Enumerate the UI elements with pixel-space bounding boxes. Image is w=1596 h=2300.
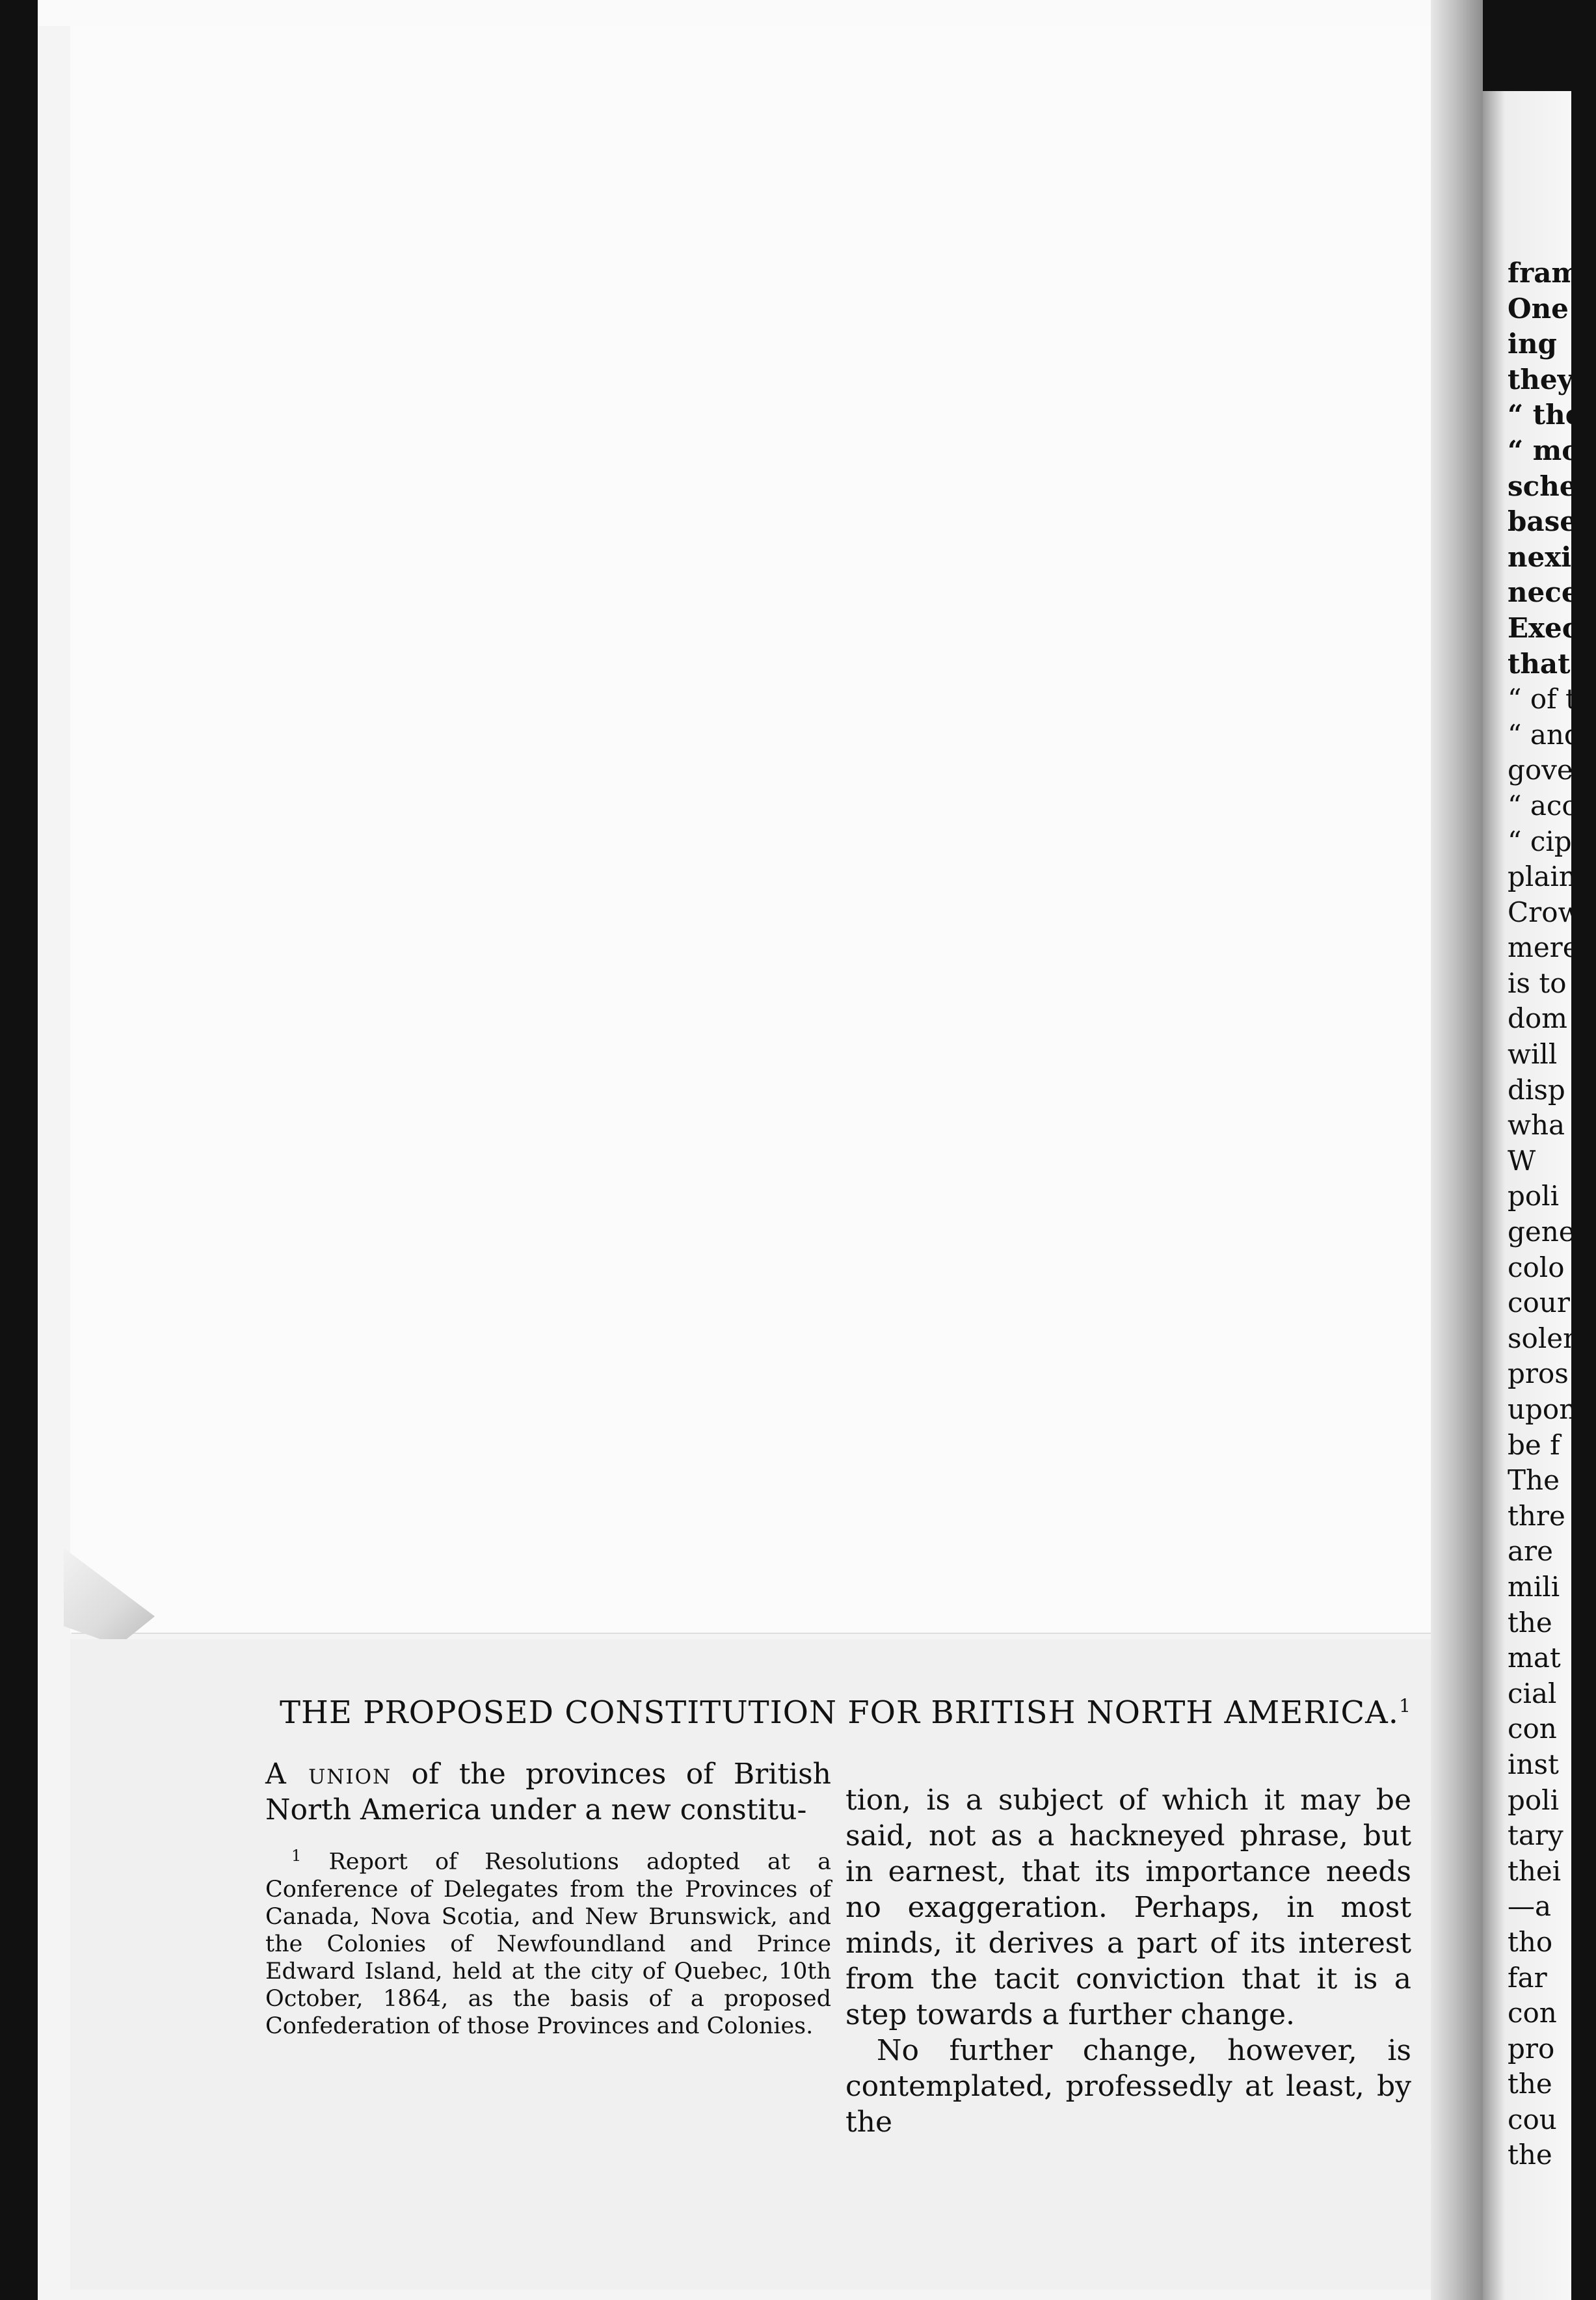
facing-page-line: are xyxy=(1508,1535,1553,1568)
facing-page-line: mili xyxy=(1508,1570,1560,1603)
facing-page-line: disp xyxy=(1508,1073,1565,1106)
facing-page-line: —a xyxy=(1508,1890,1552,1923)
article-title xyxy=(280,1694,1411,1731)
footnote-marker: 1 xyxy=(291,1847,302,1865)
facing-page-line: tary xyxy=(1508,1819,1563,1852)
opening-small-caps: A union xyxy=(265,1758,392,1791)
paragraph-second: No further change, however, is contemplated, professedly at least, by the xyxy=(845,2034,1411,2139)
facing-page-line: nexic xyxy=(1508,541,1588,573)
blank-page-area xyxy=(70,26,1436,1633)
facing-page-line: thei xyxy=(1508,1854,1562,1887)
facing-page-line: poli xyxy=(1508,1784,1560,1816)
page-top-margin xyxy=(38,0,1462,26)
facing-page-line: con xyxy=(1508,1997,1557,2029)
facing-page-line: cial xyxy=(1508,1677,1557,1709)
facing-page-line: gove xyxy=(1508,754,1573,786)
facing-page-line: “ mo xyxy=(1508,434,1580,466)
facing-page-line: the xyxy=(1508,2139,1552,2171)
facing-page-line: inst xyxy=(1508,1748,1559,1780)
facing-page-line: ing xyxy=(1508,328,1557,360)
facing-page-line: The xyxy=(1508,1464,1560,1497)
facing-page-line: cour xyxy=(1508,1287,1570,1319)
binding-gutter xyxy=(1431,0,1483,2300)
facing-page-line: poli xyxy=(1508,1180,1560,1212)
facing-page-line: “ of t xyxy=(1508,683,1576,715)
facing-page-line: “ the xyxy=(1508,399,1583,431)
facing-page-line: be f xyxy=(1508,1428,1560,1461)
facing-page-line: far xyxy=(1508,1961,1547,1994)
facing-page-line: upon xyxy=(1508,1393,1577,1425)
facing-page-line: con xyxy=(1508,1713,1557,1745)
facing-page-line: is to xyxy=(1508,967,1567,999)
footnote-text: Report of Resolutions adopted at a Conference of Delegates from the Provinces of Canada, Nova Scotia, and New Brunswick, and the Colonies of Newfoundland and Prince Edward Island, held at the city of Quebec, 10th October, 1864, as the basis of a proposed Confederation of those Provinces and Colonies. xyxy=(265,1849,831,2039)
facing-page-line: scher xyxy=(1508,470,1591,502)
opening-text: of the provinces of British North America under a new constitu- xyxy=(265,1758,831,1826)
facing-page-line: cou xyxy=(1508,2103,1557,2135)
facing-page-line: Crow xyxy=(1508,896,1582,928)
facing-page-line: plain xyxy=(1508,861,1576,893)
facing-page-line: W xyxy=(1508,1144,1536,1177)
facing-page-line: solen xyxy=(1508,1322,1581,1354)
facing-page-line: colo xyxy=(1508,1251,1565,1283)
facing-page-line: mat xyxy=(1508,1642,1561,1674)
facing-page-line: “ and xyxy=(1508,718,1582,751)
facing-page-line: based xyxy=(1508,505,1596,538)
facing-page-line: wha xyxy=(1508,1109,1565,1142)
facing-page-line: thre xyxy=(1508,1499,1565,1532)
facing-page-line: fram xyxy=(1508,257,1580,289)
facing-page-line: dom xyxy=(1508,1002,1567,1035)
facing-page-line: neces xyxy=(1508,576,1595,609)
footnote xyxy=(265,1842,831,2040)
facing-page-text xyxy=(1508,257,1596,2208)
facing-page-line: gene xyxy=(1508,1216,1575,1248)
facing-page-line: Exec xyxy=(1508,611,1579,644)
facing-page-line: “ cip xyxy=(1508,825,1572,857)
facing-page-line: pro xyxy=(1508,2032,1555,2065)
facing-page-line: One xyxy=(1508,292,1569,325)
facing-page-line: the xyxy=(1508,1606,1552,1638)
opening-paragraph xyxy=(265,1756,831,1828)
facing-page-line: tho xyxy=(1508,1925,1553,1958)
title-footnote-ref: 1 xyxy=(1399,1695,1411,1717)
facing-page-line: they xyxy=(1508,363,1574,395)
left-column xyxy=(265,1756,831,2040)
facing-page-line: the xyxy=(1508,2068,1552,2100)
right-column xyxy=(845,1782,1411,2140)
facing-page-line: “ acc xyxy=(1508,789,1577,822)
paragraph-continuation: tion, is a subject of which it may be said, not as a hackneyed phrase, but in earnest, that its importance needs no exaggeration. Perhaps, in most minds, it derives a part of its interest from the tacit conviction that it is a step towards a further change. xyxy=(845,1784,1411,2031)
facing-page-line: that xyxy=(1508,647,1571,680)
article-title-text: THE PROPOSED CONSTITUTION FOR BRITISH NORTH AMERICA. xyxy=(280,1694,1400,1731)
facing-page-line: mere xyxy=(1508,931,1579,964)
facing-page-line: will xyxy=(1508,1038,1558,1071)
facing-page-line: pros xyxy=(1508,1357,1569,1390)
